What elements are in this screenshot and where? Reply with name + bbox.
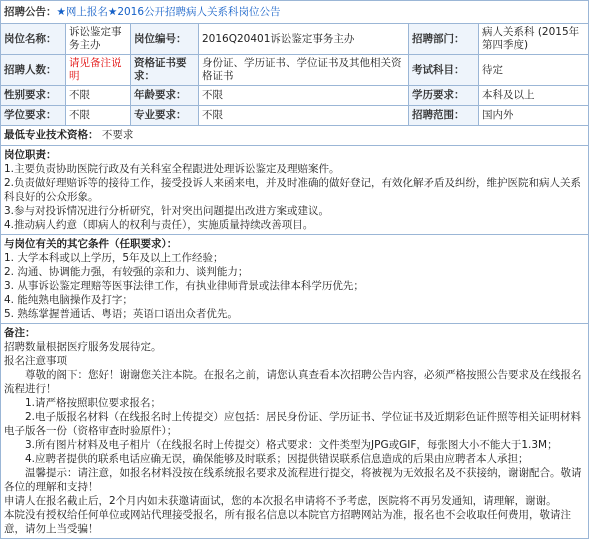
exam-label: 考试科目： (409, 55, 479, 86)
count-value: 请见备注说明 (66, 55, 131, 86)
remark-line: 报名注意事项 (4, 355, 67, 367)
conditions-title: 与岗位有关的其它条件（任职要求）： (4, 238, 178, 250)
degree-value: 不限 (66, 106, 131, 126)
scope-value: 国内外 (479, 106, 589, 126)
remark-line: 本院没有授权给任何单位或网站代理接受报名，所有报名信息以本院官方招聘网站为准，报名也不会收取任何费用，敬请注意，请勿上当受骗！ (4, 509, 571, 535)
notice-title-link[interactable]: ★网上报名★2016公开招聘病人关系科岗位公告 (56, 5, 281, 18)
min-skill-value: 不要求 (101, 129, 134, 141)
edu-label: 学历要求： (409, 86, 479, 106)
duties-title: 岗位职责： (4, 149, 57, 161)
condition-line: 4. 能纯熟电脑操作及打字； (4, 294, 133, 306)
conditions-section (1, 235, 589, 324)
condition-line: 3. 从事诉讼鉴定理赔等医事法律工作，有执业律师背景或法律本科学历优先； (4, 280, 364, 292)
remarks-section (1, 324, 589, 539)
condition-line: 5. 熟练掌握普通话、粤语；英语口语出众者优先。 (4, 308, 238, 320)
degree-label: 学位要求： (1, 106, 66, 126)
remark-line: 3.所有图片材料及电子相片（在线报名时上传提交）格式要求：文件类型为JPG或GIF，每张图大小不能大于1.3M； (4, 439, 558, 451)
post-name-value: 诉讼鉴定事务主办 (66, 24, 131, 55)
remark-line: 申请人在报名截止后，2个月内如未获邀请面试，您的本次报名申请将不予考虑，医院将不再另发通知，请理解，谢谢。 (4, 495, 557, 507)
edu-value: 本科及以上 (479, 86, 589, 106)
count-label: 招聘人数： (1, 55, 66, 86)
age-value: 不限 (199, 86, 409, 106)
post-code-value: 2016Q20401诉讼鉴定事务主办 (199, 24, 409, 55)
notice-header (1, 1, 589, 24)
remark-line: 温馨提示：请注意，如报名材料没按在线系统报名要求及流程进行提交，将被视为无效报名及不获接纳，谢谢配合。敬请各位的理解和支持！ (4, 467, 582, 493)
notice-label: 招聘公告： (4, 5, 57, 18)
major-label: 专业要求： (131, 106, 199, 126)
condition-line: 2. 沟通、协调能力强，有较强的亲和力、谈判能力； (4, 266, 249, 278)
dept-label: 招聘部门： (409, 24, 479, 55)
dept-value: 病人关系科 (2015年第四季度) (479, 24, 589, 55)
remark-line: 尊敬的阁下：您好！谢谢您关注本院。在报名之前，请您认真查看本次招聘公告内容，必须严格按照公告要求及在线报名流程进行！ (4, 369, 582, 395)
duty-line: 2.负责做好理赔诉等的接待工作，接受投诉人来函来电，并及时准确的做好登记，有效化解矛盾及纠纷，维护医院和病人关系科良好的公众形象。 (4, 177, 582, 203)
scope-label: 招聘范围： (409, 106, 479, 126)
duty-line: 1.主要负责协助医院行政及有关科室全程跟进处理诉讼鉴定及理赔案件。 (4, 163, 340, 175)
post-code-label: 岗位编号： (131, 24, 199, 55)
remark-line: 1.请严格按照职位要求报名； (4, 397, 162, 409)
duty-line: 3.参与对投诉情况进行分析研究，针对突出问题提出改进方案或建议。 (4, 205, 330, 217)
condition-line: 1. 大学本科或以上学历，5年及以上工作经验； (4, 252, 224, 264)
exam-value: 待定 (479, 55, 589, 86)
cert-value: 身份证、学历证书、学位证书及其他相关资格证书 (199, 55, 409, 86)
gender-label: 性别要求： (1, 86, 66, 106)
remark-line: 招聘数量根据医疗服务发展待定。 (4, 341, 162, 353)
gender-value: 不限 (66, 86, 131, 106)
major-value: 不限 (199, 106, 409, 126)
remark-line: 4.应聘者提供的联系电话应确无误，确保能够及时联系；因提供错误联系信息造成的后果由应聘者本人承担； (4, 453, 529, 465)
remarks-title: 备注： (4, 327, 36, 339)
min-skill-label: 最低专业技术资格： (4, 129, 99, 141)
remark-line: 2.电子版报名材料（在线报名时上传提交）应包括：居民身份证、学历证书、学位证书及近期彩色证件照等相关证明材料电子版各一份（资格审查时验原件）； (4, 411, 582, 437)
min-skill-row (1, 126, 589, 146)
post-name-label: 岗位名称： (1, 24, 66, 55)
duty-line: 4.推动病人约意（即病人的权利与责任），实施质量持续改善项目。 (4, 219, 314, 231)
age-label: 年龄要求： (131, 86, 199, 106)
duties-section (1, 146, 589, 235)
cert-label: 资格证书要求： (131, 55, 199, 86)
